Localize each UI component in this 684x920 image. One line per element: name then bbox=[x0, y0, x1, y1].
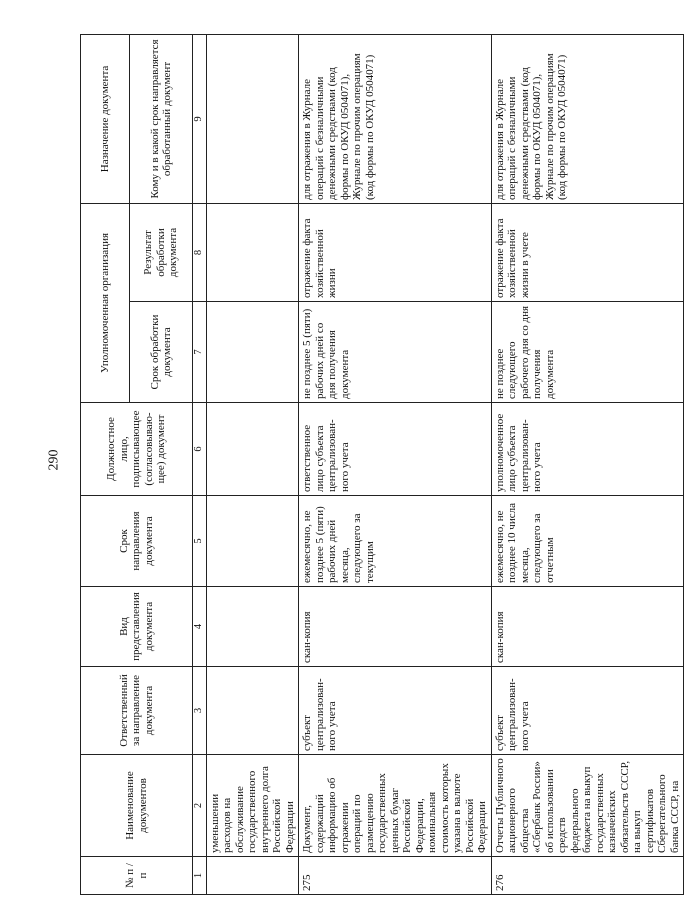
recipient: для отражения в Журнале операций с безналичными денежными средствами (код формы по ОКУД 0504071), Журнале по прочим операциям (код формы по ОКУД 0504071) bbox=[299, 34, 492, 203]
form: скан-копия bbox=[299, 587, 492, 667]
header-form: Вид представления документа bbox=[81, 587, 193, 667]
result bbox=[206, 203, 299, 301]
recipient: для отражения в Журнале операций с безналичными денежными средствами (код формы по ОКУД 0504071), Журнале по прочим операциям (код формы по ОКУД 0504071) bbox=[491, 34, 684, 203]
responsible: субъект централизован-ного учета bbox=[491, 667, 684, 755]
row-number: 275 bbox=[299, 857, 492, 895]
document-name: уменьшении расходов на обслуживание государственного внутреннего долга Российской Федерации bbox=[206, 755, 299, 857]
result: отражение факта хозяйственной жизни в учете bbox=[491, 203, 684, 301]
column-number: 1 bbox=[193, 857, 207, 895]
column-number: 7 bbox=[193, 302, 207, 403]
column-number: 4 bbox=[193, 587, 207, 667]
column-number: 2 bbox=[193, 755, 207, 857]
header-processing-time: Срок обработки документа bbox=[130, 302, 193, 403]
header-deadline: Срок направления документа bbox=[81, 496, 193, 587]
form: скан-копия bbox=[491, 587, 684, 667]
column-number: 8 bbox=[193, 203, 207, 301]
responsible: субъект централизован-ного учета bbox=[299, 667, 492, 755]
header-purpose: Назначение документа bbox=[81, 34, 130, 203]
recipient bbox=[206, 34, 299, 203]
responsible bbox=[206, 667, 299, 755]
header-responsible: Ответственный за направление документа bbox=[81, 667, 193, 755]
signer: уполномоченное лицо субъекта централизован-ного учета bbox=[491, 403, 684, 496]
signer bbox=[206, 403, 299, 496]
document-name: Документ, содержащий информацию об отражении операций по размещению государственных ценных бумаг Российской Федерации, номинальная стоимость которых указана в валюте Российской Федерации bbox=[299, 755, 492, 857]
deadline: ежемесячно, не позднее 5 (пяти) рабочих дней месяца, следующего за текущим bbox=[299, 496, 492, 587]
header-document-name: Наименование документов bbox=[81, 755, 193, 857]
table-row bbox=[299, 34, 492, 894]
column-number: 5 bbox=[193, 496, 207, 587]
row-number bbox=[206, 857, 299, 895]
header-authorized-org: Уполномоченная организация bbox=[81, 203, 130, 402]
row-number: 276 bbox=[491, 857, 684, 895]
header-signer: Должностное лицо, подписывающее (согласовываю-щее) документ bbox=[81, 403, 193, 496]
result: отражение факта хозяйственной жизни bbox=[299, 203, 492, 301]
table-row bbox=[206, 34, 299, 894]
rotated-table-container bbox=[80, 35, 681, 895]
deadline bbox=[206, 496, 299, 587]
column-numbers-row bbox=[193, 34, 207, 894]
processing-time bbox=[206, 302, 299, 403]
page-number: 290 bbox=[46, 449, 62, 471]
signer: ответственное лицо субъекта централизован-ного учета bbox=[299, 403, 492, 496]
documents-table bbox=[80, 34, 684, 895]
header-result: Результат обработки документа bbox=[130, 203, 193, 301]
header-number: № п / п bbox=[81, 857, 193, 895]
column-number: 6 bbox=[193, 403, 207, 496]
header-recipient: Кому и в какой срок направляется обработанный документ bbox=[130, 34, 193, 203]
column-number: 3 bbox=[193, 667, 207, 755]
deadline: ежемесячно, не позднее 10 числа месяца, следующего за отчетным bbox=[491, 496, 684, 587]
table-row bbox=[491, 34, 684, 894]
form bbox=[206, 587, 299, 667]
column-number: 9 bbox=[193, 34, 207, 203]
processing-time: не позднее следующего рабочего дня со дня получения документа bbox=[491, 302, 684, 403]
document-name: Отчеты Публичного акционерного общества «Сбербанк России» об использовании средств федерального бюджета на выкуп государственных казначейских обязательств СССР, на выкуп сертификатов Сберегательного банка СССР, на bbox=[491, 755, 684, 857]
processing-time: не позднее 5 (пяти) рабочих дней со дня получения документа bbox=[299, 302, 492, 403]
